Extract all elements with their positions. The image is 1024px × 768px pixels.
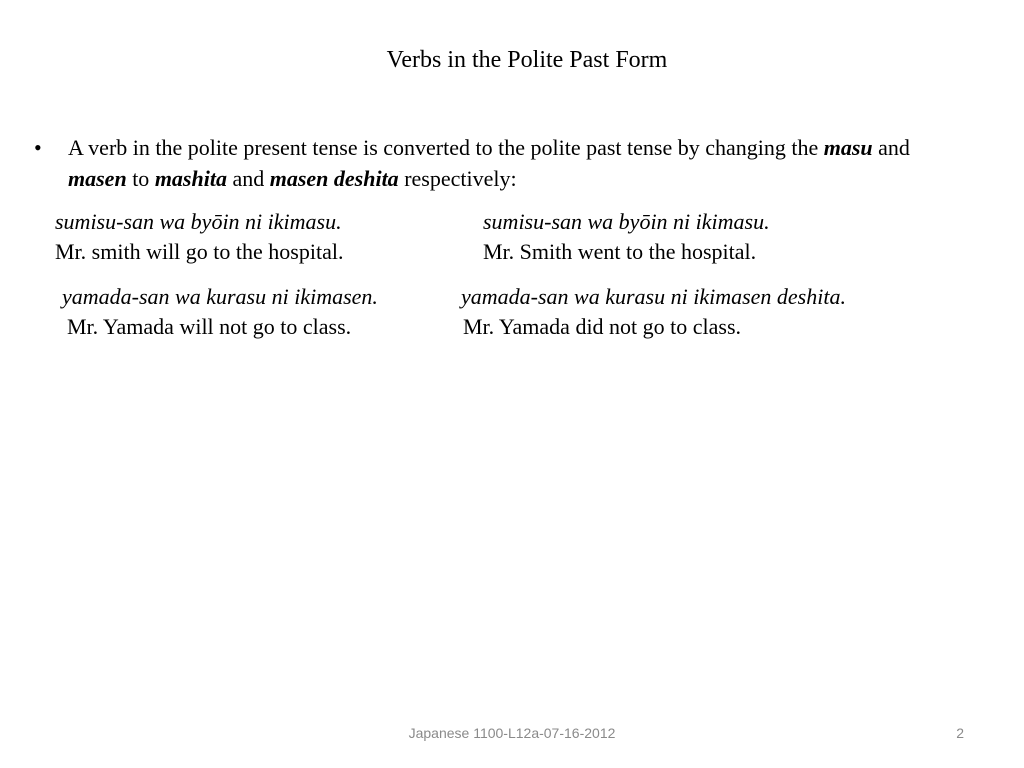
example-2-present-english: Mr. Yamada will not go to class. xyxy=(67,314,352,339)
bullet-marker: • xyxy=(34,135,42,160)
term-masen: masen xyxy=(68,166,127,191)
example-1-past-english: Mr. Smith went to the hospital. xyxy=(483,239,757,264)
bullet-text-part: to xyxy=(126,166,155,191)
term-masen-deshita: masen deshita xyxy=(269,166,399,191)
bullet-text-part: respectively: xyxy=(398,166,517,191)
example-1-past-japanese: sumisu-san wa byōin ni ikimasu. xyxy=(483,209,770,234)
bullet-point xyxy=(34,132,974,194)
bullet-text-part: and xyxy=(872,135,910,160)
example-1-present-japanese: sumisu-san wa byōin ni ikimasu. xyxy=(55,209,342,234)
example-2-past-english: Mr. Yamada did not go to class. xyxy=(463,314,742,339)
term-mashita: mashita xyxy=(154,166,227,191)
bullet-text-part: and xyxy=(226,166,270,191)
term-masu: masu xyxy=(823,135,873,160)
footer-label: Japanese 1100-L12a-07-16-2012 xyxy=(408,725,616,741)
page-number: 2 xyxy=(956,725,964,741)
slide-title: Verbs in the Polite Past Form xyxy=(386,47,668,73)
bullet-text xyxy=(68,132,974,194)
example-2-present-japanese: yamada-san wa kurasu ni ikimasen. xyxy=(62,284,378,309)
example-1-present-english: Mr. smith will go to the hospital. xyxy=(55,239,344,264)
bullet-text-part: A verb in the polite present tense is converted to the polite past tense by changing the xyxy=(68,135,824,160)
example-2-past-japanese: yamada-san wa kurasu ni ikimasen deshita. xyxy=(461,284,846,309)
